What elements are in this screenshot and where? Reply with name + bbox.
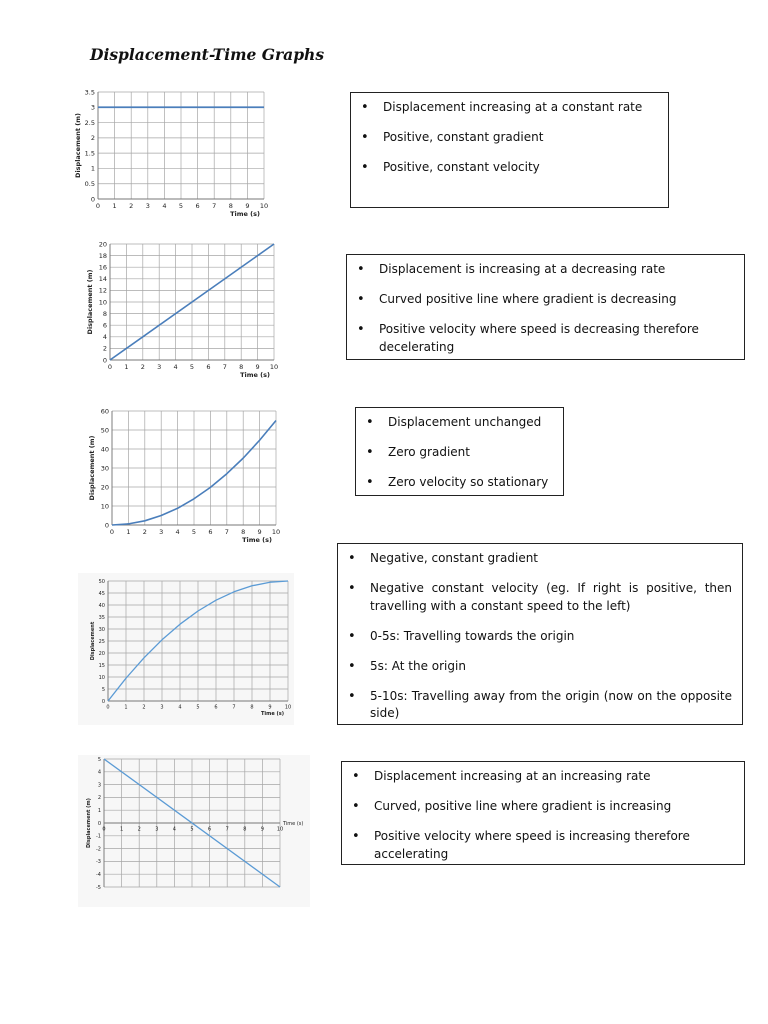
graph-2: [86, 238, 286, 383]
y-tick-label: 5: [101, 686, 105, 693]
y-tick-label: -4: [96, 871, 101, 878]
chart-1: [74, 88, 274, 228]
y-tick-label: 18: [98, 251, 107, 260]
description-list-5: [348, 768, 734, 863]
x-tick-label: 9: [255, 363, 260, 371]
x-tick-label: 2: [142, 704, 146, 711]
x-tick-label: 6: [214, 704, 218, 711]
list-item: • Negative, constant gradient: [344, 550, 732, 568]
y-tick-label: 30: [98, 626, 105, 633]
x-tick-label: 9: [260, 826, 264, 833]
x-tick-label: 4: [175, 528, 180, 536]
graph-5: [78, 755, 310, 907]
x-tick-label: 3: [145, 202, 150, 210]
x-tick-label: 2: [142, 528, 147, 536]
y-axis-label: Displacement: [90, 621, 96, 661]
y-axis-label: Displacement (m): [86, 798, 92, 848]
y-tick-label: 8: [102, 309, 107, 318]
description-box-2: [346, 254, 745, 360]
y-tick-label: 40: [98, 602, 105, 609]
x-tick-label: 1: [124, 363, 129, 371]
y-tick-label: 4: [97, 769, 101, 776]
y-tick-label: 0: [102, 356, 107, 365]
x-tick-label: 4: [173, 363, 178, 371]
y-tick-label: 3: [90, 103, 95, 112]
x-tick-label: 8: [243, 826, 247, 833]
y-tick-label: 0: [90, 195, 95, 204]
y-tick-label: 25: [98, 638, 105, 645]
x-tick-label: 7: [225, 826, 229, 833]
list-item: • Positive, constant gradient: [357, 129, 658, 147]
y-tick-label: 20: [98, 650, 105, 657]
y-tick-label: 2.5: [84, 118, 95, 127]
x-tick-label: 0: [102, 826, 106, 833]
list-item: • Positive velocity where speed is increasing therefore accelerating: [348, 828, 734, 863]
y-tick-label: 14: [98, 275, 107, 284]
list-item: • Displacement is increasing at a decreasing rate: [353, 261, 734, 279]
x-tick-label: 8: [250, 704, 254, 711]
description-box-5: [341, 761, 745, 865]
list-item: • 5s: At the origin: [344, 658, 732, 676]
list-item: • Curved, positive line where gradient is increasing: [348, 798, 734, 816]
list-item: • Positive, constant velocity: [357, 159, 658, 177]
y-tick-label: 30: [100, 464, 109, 473]
y-tick-label: 0: [97, 820, 101, 827]
y-tick-label: 3.5: [84, 88, 95, 97]
list-item: • Negative constant velocity (eg. If right is positive, then travelling with a constant speed to the left): [344, 580, 732, 615]
x-tick-label: 5: [191, 528, 197, 536]
x-tick-label: 4: [162, 202, 167, 210]
x-tick-label: 2: [137, 826, 141, 833]
list-item: • Displacement unchanged: [362, 414, 553, 432]
description-box-1: [350, 92, 669, 208]
x-tick-label: 7: [232, 704, 236, 711]
x-axis-label: Time (s): [260, 711, 284, 717]
x-tick-label: 6: [195, 202, 200, 210]
y-tick-label: -5: [96, 884, 101, 891]
description-list-3: [362, 414, 553, 492]
y-tick-label: -2: [96, 846, 101, 853]
y-tick-label: 50: [98, 578, 105, 585]
list-item: • 0-5s: Travelling towards the origin: [344, 628, 732, 646]
x-tick-label: 5: [189, 363, 195, 371]
x-tick-label: 0: [95, 202, 101, 210]
chart-4: [78, 573, 294, 725]
chart-2: [86, 238, 286, 383]
x-tick-label: 1: [112, 202, 117, 210]
y-tick-label: 1: [97, 807, 101, 814]
description-list-2: [353, 261, 734, 356]
x-tick-label: 10: [269, 363, 279, 371]
x-tick-label: 0: [106, 704, 110, 711]
x-tick-label: 8: [239, 363, 244, 371]
chart-3: [88, 405, 288, 545]
y-tick-label: 12: [98, 286, 107, 295]
x-tick-label: 4: [172, 826, 176, 833]
graph-1: [74, 88, 274, 228]
x-tick-label: 7: [222, 363, 227, 371]
y-tick-label: 35: [98, 614, 105, 621]
x-tick-label: 2: [140, 363, 145, 371]
y-tick-label: 3: [97, 782, 101, 789]
y-tick-label: 0.5: [84, 179, 95, 188]
x-tick-label: 0: [107, 363, 113, 371]
x-tick-label: 7: [224, 528, 229, 536]
y-tick-label: 5: [97, 756, 101, 763]
x-axis-label: Time (s): [283, 821, 304, 827]
list-item: • Displacement increasing at an increasing rate: [348, 768, 734, 786]
list-item: • Zero velocity so stationary: [362, 474, 553, 492]
y-tick-label: -1: [96, 833, 101, 840]
y-tick-label: 2: [97, 795, 101, 802]
page-title: Displacement-Time Graphs: [90, 45, 325, 64]
y-tick-label: 20: [98, 240, 107, 249]
x-axis-label: Time (s): [240, 371, 270, 379]
x-tick-label: 1: [124, 704, 128, 711]
graph-3: [88, 405, 288, 545]
y-tick-label: 10: [98, 298, 107, 307]
x-tick-label: 8: [228, 202, 233, 210]
x-tick-label: 3: [159, 528, 164, 536]
y-tick-label: 4: [102, 333, 107, 342]
x-tick-label: 9: [257, 528, 262, 536]
description-box-4: [337, 543, 743, 725]
y-tick-label: 20: [100, 483, 109, 492]
x-tick-label: 10: [284, 704, 292, 711]
x-tick-label: 6: [208, 826, 212, 833]
y-tick-label: 10: [98, 674, 105, 681]
y-tick-label: 0: [101, 698, 105, 705]
graph-4: [78, 573, 294, 725]
x-tick-label: 3: [155, 826, 159, 833]
y-tick-label: 1.5: [84, 149, 95, 158]
y-tick-label: -3: [96, 859, 101, 866]
x-tick-label: 10: [271, 528, 281, 536]
x-tick-label: 1: [126, 528, 131, 536]
y-axis-label: Displacement (m): [85, 269, 94, 335]
y-tick-label: 60: [100, 407, 109, 416]
x-axis-label: Time (s): [242, 536, 272, 544]
x-tick-label: 3: [160, 704, 164, 711]
x-tick-label: 3: [157, 363, 162, 371]
y-tick-label: 45: [98, 590, 105, 597]
x-tick-label: 8: [241, 528, 246, 536]
list-item: • Zero gradient: [362, 444, 553, 462]
x-tick-label: 2: [129, 202, 134, 210]
y-tick-label: 0: [104, 521, 109, 530]
chart-5: [78, 755, 310, 907]
list-item: • Positive velocity where speed is decreasing therefore decelerating: [353, 321, 734, 356]
description-list-4: [344, 550, 732, 723]
x-tick-label: 9: [268, 704, 272, 711]
y-tick-label: 15: [98, 662, 105, 669]
y-tick-label: 40: [100, 445, 109, 454]
x-tick-label: 6: [206, 363, 211, 371]
x-tick-label: 10: [259, 202, 269, 210]
y-tick-label: 6: [102, 321, 107, 330]
x-tick-label: 7: [212, 202, 217, 210]
y-axis-label: Displacement (m): [73, 113, 82, 178]
y-tick-label: 1: [90, 164, 95, 173]
x-tick-label: 5: [196, 704, 200, 711]
y-tick-label: 10: [100, 502, 109, 511]
x-tick-label: 5: [178, 202, 184, 210]
description-box-3: [355, 407, 564, 496]
y-tick-label: 16: [98, 263, 107, 272]
y-tick-label: 2: [90, 134, 95, 143]
list-item: • 5-10s: Travelling away from the origin (now on the opposite side): [344, 688, 732, 723]
list-item: • Displacement increasing at a constant rate: [357, 99, 658, 117]
list-item: • Curved positive line where gradient is decreasing: [353, 291, 734, 309]
y-axis-label: Displacement (m): [87, 435, 96, 501]
x-axis-label: Time (s): [230, 210, 260, 218]
x-tick-label: 10: [276, 826, 284, 833]
x-tick-label: 4: [178, 704, 182, 711]
y-tick-label: 2: [102, 344, 107, 353]
x-tick-label: 9: [245, 202, 250, 210]
x-tick-label: 5: [190, 826, 194, 833]
y-tick-label: 50: [100, 426, 109, 435]
x-tick-label: 0: [109, 528, 115, 536]
x-tick-label: 1: [120, 826, 124, 833]
x-tick-label: 6: [208, 528, 213, 536]
description-list-1: [357, 99, 658, 177]
